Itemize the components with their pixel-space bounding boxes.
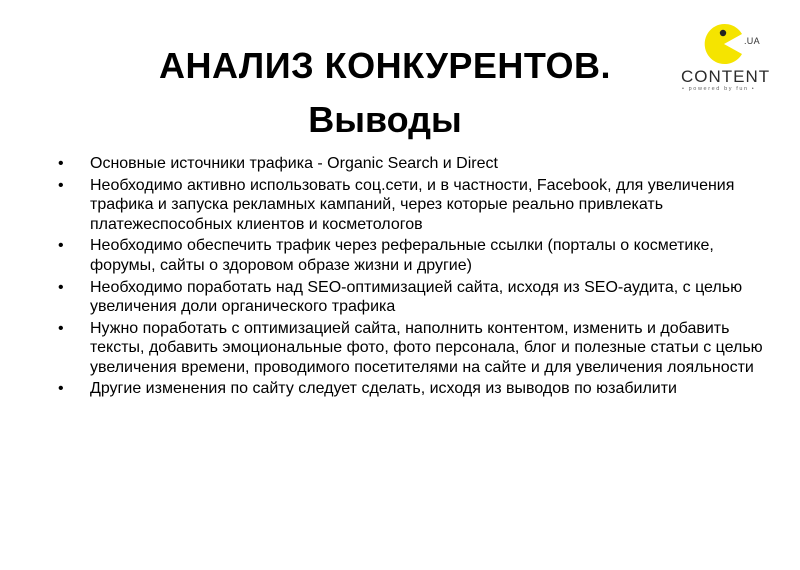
bullet-marker: • — [58, 237, 64, 255]
bullet-marker: • — [58, 380, 64, 398]
bullet-item — [56, 236, 766, 275]
bullet-marker: • — [58, 278, 64, 296]
bullet-text: Другие изменения по сайту следует сделать, исходя из выводов по юзабилити — [90, 380, 677, 398]
bullet-marker: • — [58, 176, 64, 194]
bullet-list — [56, 154, 766, 401]
slide-title: АНАЛИЗ КОНКУРЕНТОВ. — [159, 45, 611, 86]
logo-domain-suffix: .UA — [744, 36, 760, 46]
bullet-text: Необходимо активно использовать соц.сети, и в частности, Facebook, для увеличения трафика и запуска рекламных кампаний, через которые реально привлекать платежеспособных клиентов и косметологов — [90, 176, 735, 233]
content-ua-logo — [676, 22, 772, 98]
bullet-item — [56, 176, 766, 234]
bullet-text: Необходимо поработать над SEO-оптимизацией сайта, исходя из SEO-аудита, с целью увеличения доли органического трафика — [90, 278, 743, 316]
bullet-marker: • — [58, 155, 64, 172]
bullet-text: Нужно поработать с оптимизацией сайта, наполнить контентом, изменить и добавить тексты, добавить эмоциональные фото, фото персонала, блог и полезные статьи с целью увеличения времени, проводимого посетителями на сайте и для увеличения лояльности — [90, 319, 763, 376]
bullet-item — [56, 379, 766, 398]
bullet-item — [56, 154, 766, 173]
bullet-item — [56, 319, 766, 377]
bullet-item — [56, 278, 766, 317]
bullet-marker: • — [58, 319, 64, 337]
bullet-text: Необходимо обеспечить трафик через реферальные ссылки (порталы о косметике, форумы, сайты о здоровом образе жизни и другие) — [90, 237, 714, 274]
logo-wordmark: CONTENT — [681, 67, 771, 86]
bullet-text: Основные источники трафика - Organic Search и Direct — [90, 155, 498, 172]
logo-tagline: • powered by fun • — [682, 86, 756, 92]
slide-subtitle: Выводы — [308, 99, 462, 140]
